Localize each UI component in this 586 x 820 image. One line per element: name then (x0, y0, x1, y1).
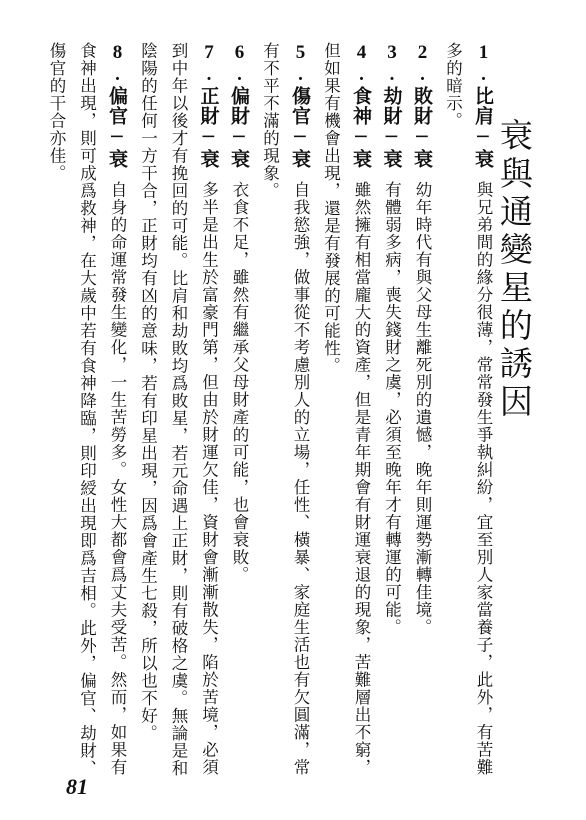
item-number: 3. (381, 42, 403, 86)
item-text: 與兄弟間的緣分很薄，常常發生爭執糾紛，宜至別人家當養子，此外，有苦難多的暗示。 (443, 42, 493, 776)
item-heading: 敗財─衰 (411, 86, 433, 169)
page-number: 81 (66, 774, 88, 799)
item-heading: 正財─衰 (197, 86, 220, 169)
item-text: 自我慾強，做事從不考慮別人的立場，任性、橫暴、家庭生活也有欠圓滿，常有不平不滿的現象。 (260, 42, 310, 776)
item-text: 有體弱多病，喪失錢財之虞，必須至晚年才有轉運的可能。 (382, 181, 402, 636)
chapter-title: 衰與通變星的誘因 (494, 118, 534, 422)
item-heading: 偏財─衰 (228, 86, 250, 169)
item-text: 多半是出生於富豪門第，但由於財運欠佳，資財會漸漸散失，陷於苦境，必須到中年以後才有挽回的可能。比肩和劫敗均爲敗星，若元命遇上正財，則有破格之虞。無論是和陰陽的任何一方干合，正財均有凶的意味，若有印星出現，因爲會產生七殺，所以也不好。 (138, 42, 219, 777)
item-text: 衣食不足，雖然有繼承父母財產的可能，也會衰敗。 (230, 181, 249, 584)
item-number: 2. (412, 42, 433, 86)
item-heading: 劫財─衰 (380, 86, 403, 169)
item-number: 5. (290, 42, 311, 86)
item-heading: 傷官─衰 (289, 86, 311, 169)
item-2 (407, 42, 438, 777)
item-1 (437, 42, 498, 777)
item-6 (224, 42, 255, 777)
item-number: 7. (198, 42, 220, 86)
item-text: 雖然擁有相當龐大的資產，但是青年期會有財運衰退的現象，苦難層出不窮，但如果有機會出現，還是有發展的可能性。 (321, 42, 371, 776)
item-number: 4. (351, 42, 372, 86)
item-7 (132, 42, 224, 777)
item-text: 自身的命運常發生變化，一生苦勞多。女性大都會爲丈夫受苦。然而，如果有食神出現，則可成爲救神，在大歲中若有食神降臨，則印綬出現即爲吉相。此外，偏官、劫財、傷官的干合亦佳。 (47, 42, 127, 777)
item-heading: 偏官─衰 (106, 86, 128, 169)
item-text: 幼年時代有與父母生離死別的遺憾，晚年則運勢漸轉佳境。 (413, 181, 432, 636)
item-5 (254, 42, 315, 777)
item-number: 1. (473, 42, 494, 86)
item-heading: 食神─衰 (350, 86, 372, 169)
item-4 (315, 42, 376, 777)
item-8 (41, 42, 133, 777)
item-heading: 比肩─衰 (472, 86, 494, 169)
body-text (41, 42, 499, 777)
item-3 (376, 42, 407, 777)
item-number: 6. (229, 42, 250, 86)
item-number: 8. (107, 42, 128, 86)
